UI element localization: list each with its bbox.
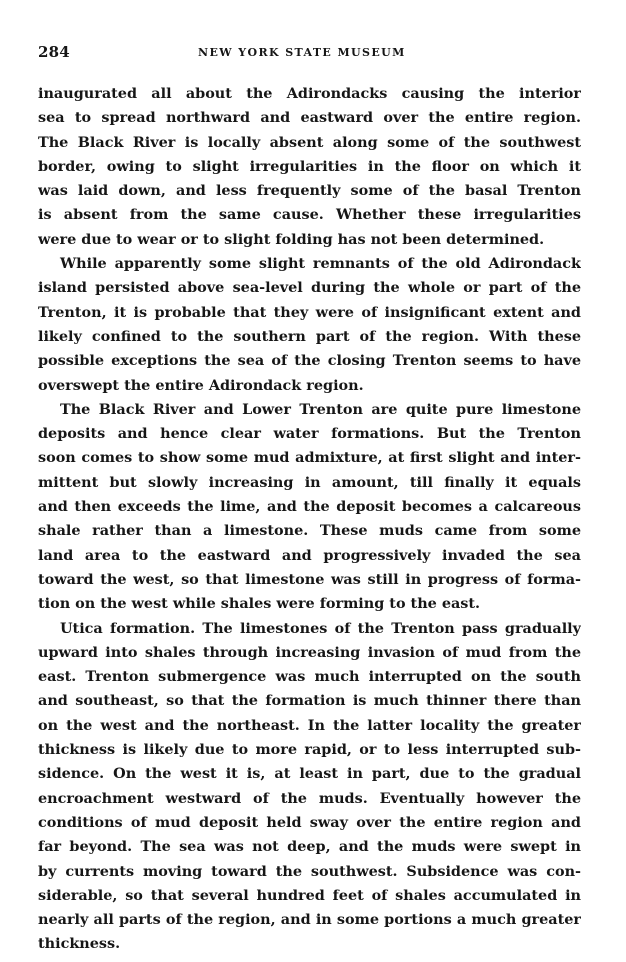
text-line: likely confined to the southern part of the region. With these (38, 327, 581, 345)
text-line: on the west and the northeast. In the latter locality the greater (38, 716, 581, 734)
text-line: sea to spread northward and eastward over the entire region. (38, 109, 581, 127)
text-line: land area to the eastward and progressively invaded the sea (38, 546, 581, 564)
text-line: The Black River is locally absent along some of the southwest (38, 133, 581, 151)
text-line: conditions of mud deposit held sway over the entire region and (38, 813, 581, 831)
running-head: NEW YORK STATE MUSEUM (198, 46, 406, 59)
text-line: upward into shales through increasing invasion of mud from the (38, 643, 581, 661)
text-line: were due to wear or to slight folding has not been determined. (38, 230, 545, 248)
text-line: soon comes to show some mud admixture, at first slight and inter- (38, 449, 581, 467)
body-text (38, 82, 581, 957)
text-line: possible exceptions the sea of the closing Trenton seems to have (38, 352, 581, 370)
page-header (38, 43, 583, 65)
text-line: deposits and hence clear water formations. But the Trenton (38, 425, 581, 443)
text-line: thickness. (38, 935, 121, 953)
text-line: tion on the west while shales were forming to the east. (38, 595, 481, 613)
text-line: Utica formation. The limestones of the Trenton pass gradually (60, 619, 581, 637)
text-line: east. Trenton submergence was much interrupted on the south (38, 668, 581, 686)
text-line: encroachment westward of the muds. Eventually however the (38, 789, 581, 807)
text-line: While apparently some slight remnants of the old Adirondack (60, 255, 581, 273)
text-line: shale rather than a limestone. These muds came from some (38, 522, 581, 540)
text-line: was laid down, and less frequently some of the basal Trenton (38, 182, 581, 200)
text-line: and southeast, so that the formation is much thinner there than (38, 692, 581, 710)
text-line: Trenton, it is probable that they were of insignificant extent and (38, 303, 581, 321)
text-line: by currents moving toward the southwest. Subsidence was con- (38, 862, 581, 880)
text-line: border, owing to slight irregularities in the floor on which it (38, 157, 581, 175)
text-line: The Black River and Lower Trenton are quite pure limestone (60, 400, 581, 418)
text-line: is absent from the same cause. Whether these irregularities (38, 206, 581, 224)
text-line: far beyond. The sea was not deep, and the muds were swept in (38, 838, 581, 856)
text-line: thickness is likely due to more rapid, or to less interrupted sub- (38, 741, 581, 759)
text-line: overswept the entire Adirondack region. (38, 376, 364, 394)
text-line: sidence. On the west it is, at least in part, due to the gradual (38, 765, 581, 783)
text-line: inaugurated all about the Adirondacks causing the interior (38, 85, 581, 102)
text-line: siderable, so that several hundred feet of shales accumulated in (38, 886, 581, 904)
text-line: mittent but slowly increasing in amount, till finally it equals (38, 473, 581, 491)
text-line: island persisted above sea-level during the whole or part of the (38, 279, 581, 297)
text-line: toward the west, so that limestone was still in progress of forma- (38, 570, 581, 588)
page-number: 284 (38, 43, 70, 61)
text-line: nearly all parts of the region, and in some portions a much greater (38, 911, 581, 929)
text-line: and then exceeds the lime, and the deposit becomes a calcareous (38, 498, 581, 516)
